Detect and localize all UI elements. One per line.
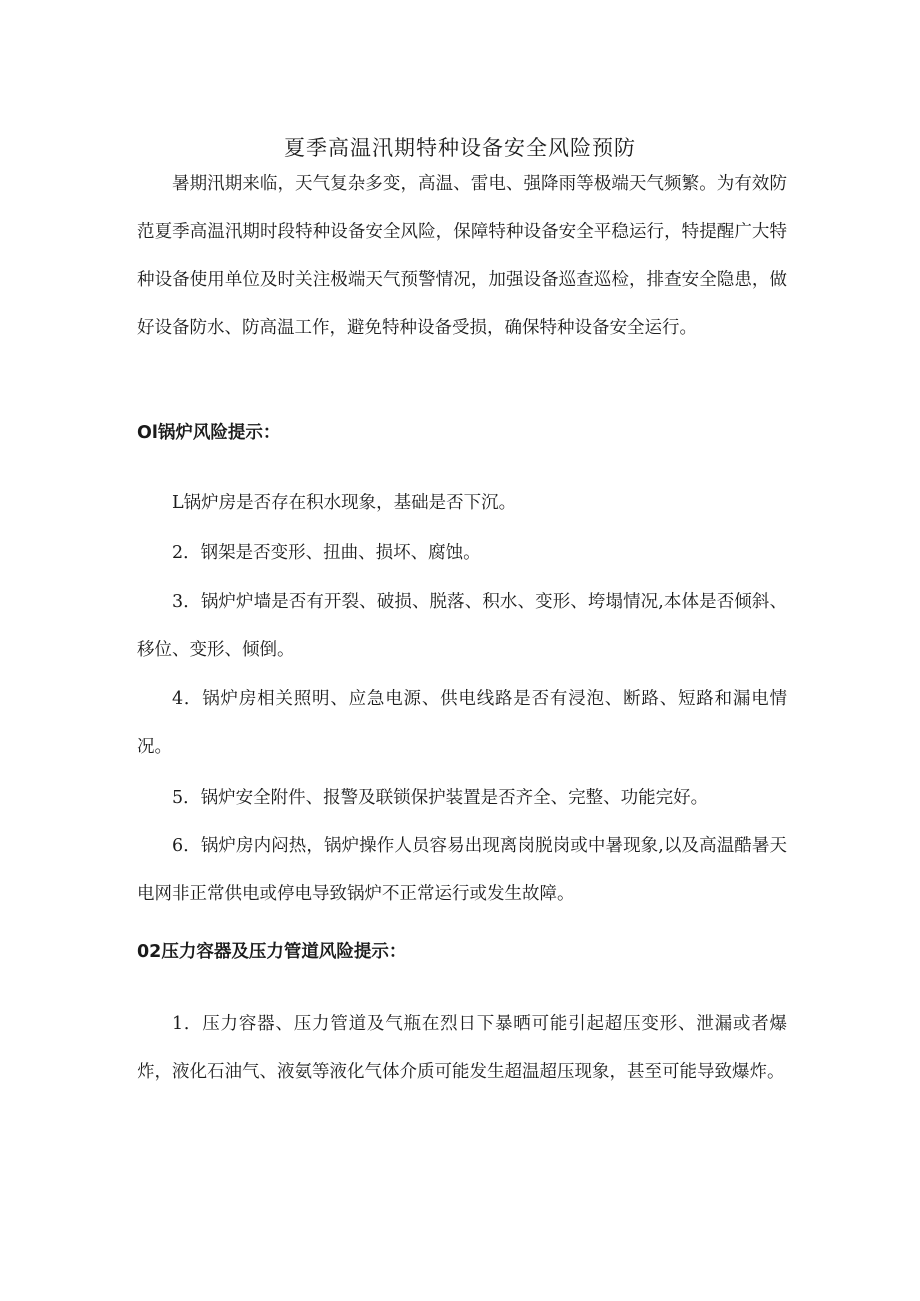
boiler-item-6: 6．锅炉房内闷热，锅炉操作人员容易出现离岗脱岗或中暑现象,以及高温酷暑天电网非正常供电或停电导致锅炉不正常运行或发生故障。: [137, 836, 787, 904]
boiler-item-1: L锅炉房是否存在积水现象，基础是否下沉。: [172, 493, 517, 513]
intro-paragraph: 暑期汛期来临，天气复杂多变，高温、雷电、强降雨等极端天气频繁。为有效防范夏季高温汛期时段特种设备安全风险，保障特种设备安全平稳运行，特提醒广大特种设备使用单位及时关注极端天气预警情况，加强设备巡查巡检，排查安全隐患，做好设备防水、防高温工作，避免特种设备受损，确保特种设备安全运行。: [137, 174, 787, 338]
boiler-item-2: 2．钢架是否变形、扭曲、损坏、腐蚀。: [172, 543, 481, 563]
boiler-item-5: 5．锅炉安全附件、报警及联锁保护装置是否齐全、完整、功能完好。: [172, 788, 709, 808]
boiler-item-3: 3．锅炉炉墙是否有开裂、破损、脱落、积水、变形、垮塌情况,本体是否倾斜、移位、变形、倾倒。: [137, 592, 787, 660]
boiler-item-4: 4．锅炉房相关照明、应急电源、供电线路是否有浸泡、断路、短路和漏电情况。: [137, 689, 787, 757]
section-heading-pressure-vessel: 02压力容器及压力管道风险提示：: [137, 942, 407, 962]
pressure-item-1: 1．压力容器、压力管道及气瓶在烈日下暴晒可能引起超压变形、泄漏或者爆炸，液化石油气、液氨等液化气体介质可能发生超温超压现象，甚至可能导致爆炸。: [137, 1014, 787, 1082]
page-title: 夏季高温汛期特种设备安全风险预防: [284, 136, 636, 161]
section-heading-boiler: Ol锅炉风险提示：: [137, 423, 281, 443]
